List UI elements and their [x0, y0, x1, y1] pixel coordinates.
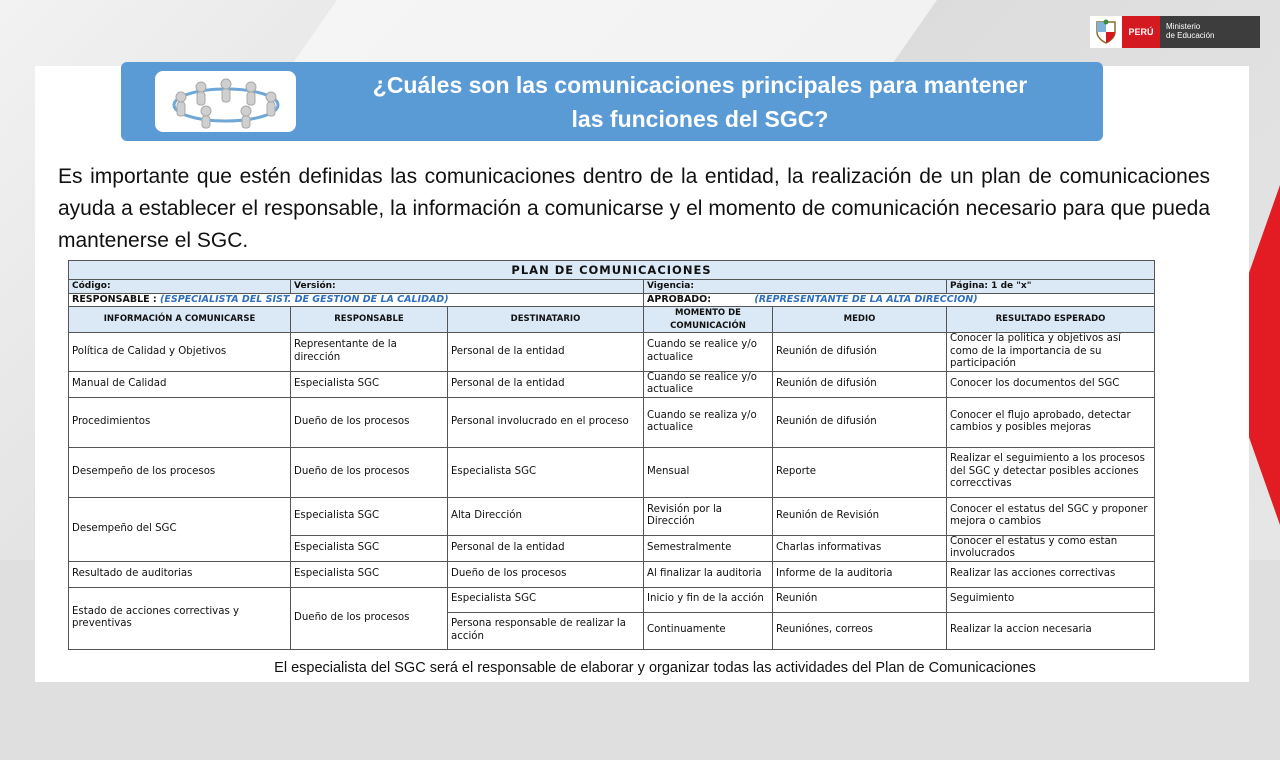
table-row: Manual de Calidad Especialista SGC Personal de la entidad Cuando se realice y/o actualice Reunión de difusión Conocer los documentos del SGC: [69, 371, 1155, 397]
column-header: RESULTADO ESPERADO: [947, 307, 1155, 333]
column-header: INFORMACIÓN A COMUNICARSE: [69, 307, 291, 333]
footer-note: El especialista del SGC será el responsable de elaborar y organizar todas las actividades del Plan de Comunicaciones: [274, 660, 1036, 676]
aprobado-cell: APROBADO: (REPRESENTANTE DE LA ALTA DIRECCIÓN): [644, 293, 1155, 307]
version-label: Versión:: [291, 280, 644, 294]
table-row: Desempeño del SGC Especialista SGC Alta Dirección Revisión por la Dirección Reunión de Revisión Conocer el estatus del SGC y proponer mejora o cambios: [69, 497, 1155, 535]
column-header: RESPONSABLE: [291, 307, 448, 333]
ministry-logo: [1090, 16, 1260, 48]
pagina-label: Página: 1 de "x": [947, 280, 1155, 294]
table-row: Desempeño de los procesos Dueño de los procesos Especialista SGC Mensual Reporte Realizar el seguimiento a los procesos del SGC y detectar posibles acciones correcctivas: [69, 447, 1155, 497]
responsable-cell: RESPONSABLE : (ESPECIALISTA DEL SIST. DE GESTIÓN DE LA CALIDAD): [69, 293, 644, 307]
plan-title: PLAN DE COMUNICACIONES: [69, 261, 1155, 280]
column-header: DESTINATARIO: [448, 307, 644, 333]
table-row: Resultado de auditorias Especialista SGC Dueño de los procesos Al finalizar la auditoria Informe de la auditoria Realizar las acciones correctivas: [69, 561, 1155, 587]
logo-ministry-label: Ministerio de Educación: [1160, 16, 1260, 48]
vigencia-label: Vigencia:: [644, 280, 947, 294]
coat-of-arms-icon: [1090, 16, 1122, 48]
table-row: Estado de acciones correctivas y preventivas Dueño de los procesos Especialista SGC Inicio y fin de la acción Reunión Seguimiento: [69, 587, 1155, 612]
table-row: Política de Calidad y Objetivos Representante de la dirección Personal de la entidad Cuando se realice y/o actualice Reunión de difusión Conocer la politica y objetivos así como de la importancia de su participación: [69, 333, 1155, 372]
table-row: Especialista SGC Personal de la entidad Semestralmente Charlas informativas Conocer el estatus y como estan involucrados: [69, 535, 1155, 561]
table-row: Procedimientos Dueño de los procesos Personal involucrado en el proceso Cuando se realiza y/o actualice Reunión de difusión Conocer el flujo aprobado, detectar cambios y posibles mejoras: [69, 397, 1155, 447]
codigo-label: Código:: [69, 280, 291, 294]
page-title: ¿Cuáles son las comunicaciones principales para mantener las funciones del SGC?: [372, 72, 1028, 132]
column-header: MEDIO: [773, 307, 947, 333]
communications-plan-table: [68, 260, 1154, 645]
people-circle-image: [155, 71, 296, 132]
column-header: MOMENTO DE COMUNICACIÓN: [644, 307, 773, 333]
table-row: Persona responsable de realizar la acción Continuamente Reuniónes, correos Realizar la accion necesaria: [69, 612, 1155, 649]
logo-peru-label: PERÚ: [1122, 16, 1160, 48]
intro-paragraph: Es importante que estén definidas las comunicaciones dentro de la entidad, la realización de un plan de comunicaciones ayuda a establecer el responsable, la información a comunicarse y el momento de comunicación necesario para que pueda mantenerse el SGC.: [58, 165, 1210, 252]
